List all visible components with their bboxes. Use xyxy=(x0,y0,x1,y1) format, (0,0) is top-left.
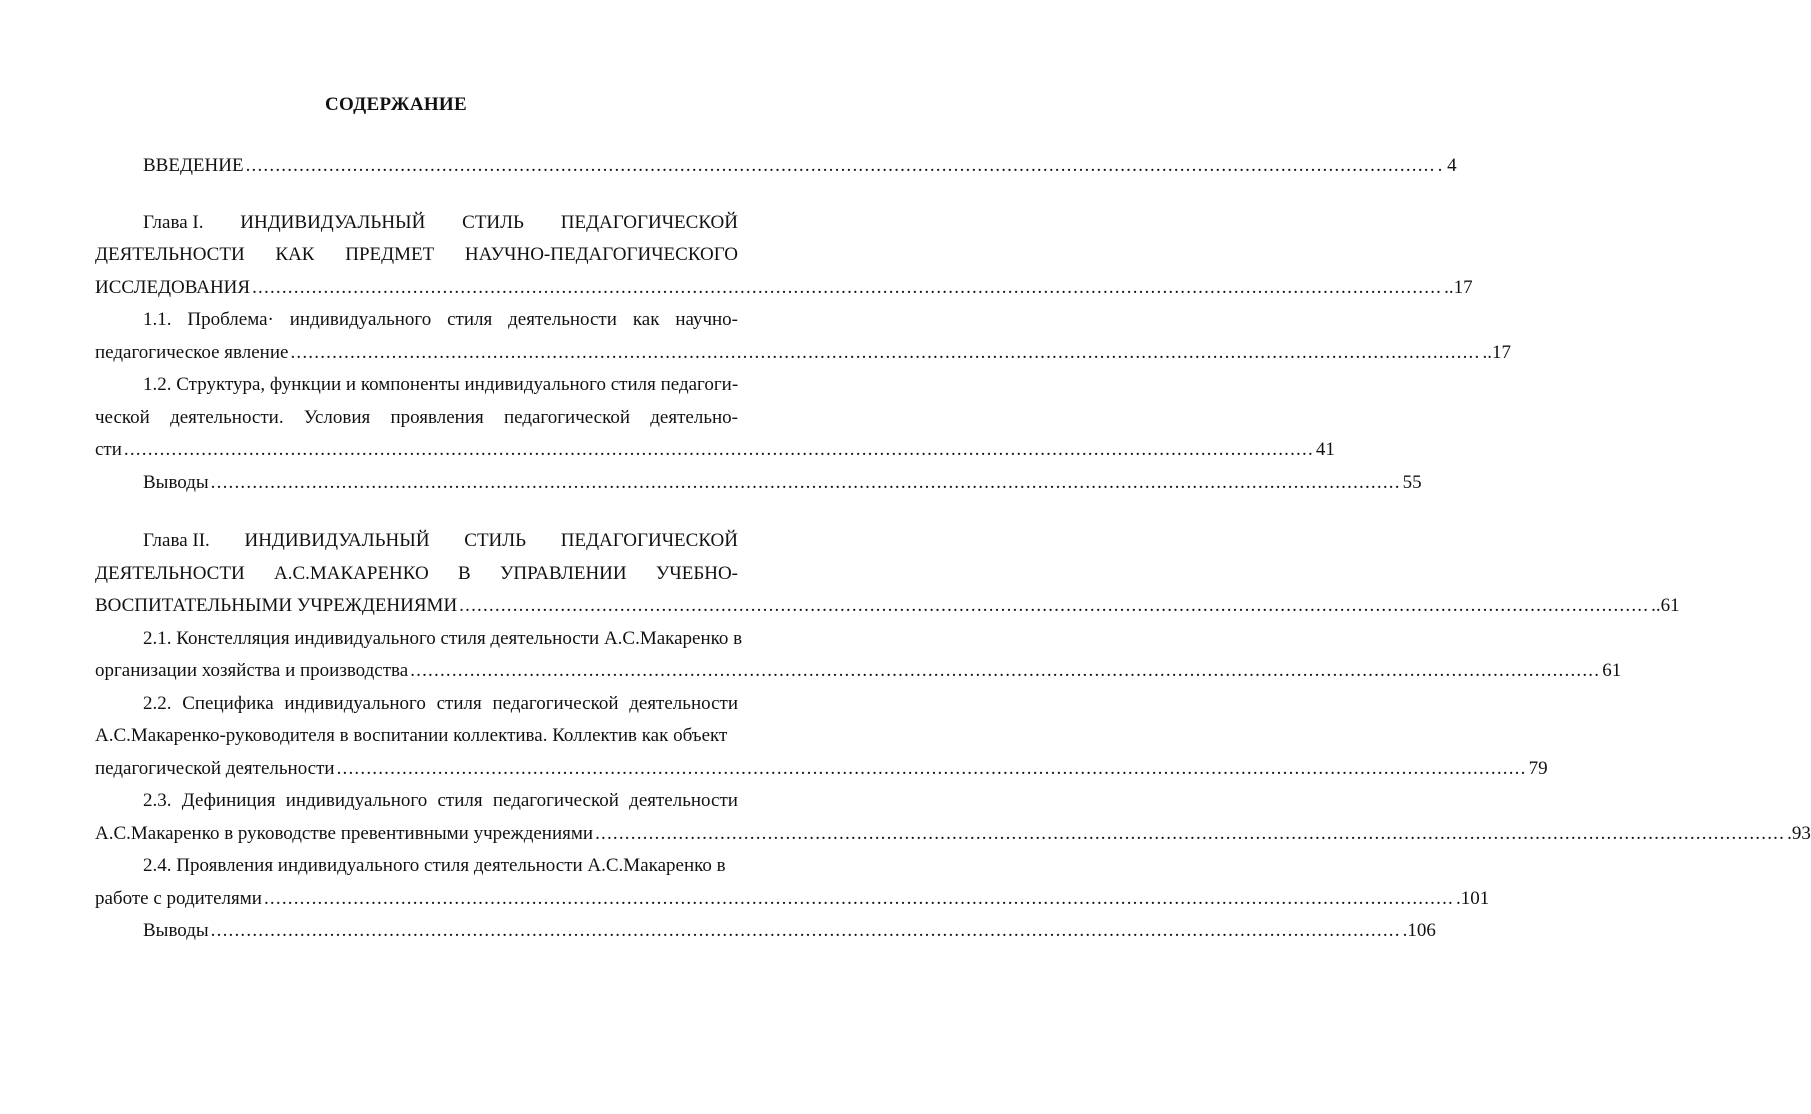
dot-leader: ........................................................................................................................................................................................................ xyxy=(210,920,1401,941)
dot-leader: ........................................................................................................................................................................................................ xyxy=(245,155,1436,176)
word: Глава II. xyxy=(143,530,210,551)
word: педагогической xyxy=(503,406,631,428)
toc-entry-label: сти xyxy=(95,439,122,460)
word: СТИЛЬ xyxy=(464,530,527,551)
page-title: СОДЕРЖАНИЕ xyxy=(325,94,467,115)
word: Условия xyxy=(303,406,371,428)
word: Проблема· xyxy=(187,309,274,330)
word: Специфика xyxy=(182,692,274,714)
toc-page-number: ..61 xyxy=(1651,595,1680,616)
word: Дефиниция xyxy=(181,790,276,811)
word: индивидуального xyxy=(285,790,428,811)
word: стиля xyxy=(437,790,483,811)
dot-leader: ........................................................................................................................................................................................................ xyxy=(459,595,1650,616)
dot-leader: ........................................................................................................................................................................................................ xyxy=(595,822,1786,844)
word: ДЕЯТЕЛЬНОСТИ xyxy=(95,244,245,265)
toc-page-number: 61 xyxy=(1602,660,1622,681)
word: ПЕДАГОГИЧЕСКОЙ xyxy=(560,211,738,233)
section-1-1-line1 xyxy=(95,304,738,337)
section-2-2-line3 xyxy=(95,753,1548,786)
toc-page-number: 55 xyxy=(1402,471,1422,493)
toc-page-number: .106 xyxy=(1402,920,1436,941)
word: СТИЛЬ xyxy=(462,211,524,233)
toc-page-number: . 4 xyxy=(1437,155,1457,176)
dot-leader: ........................................................................................................................................................................................................ xyxy=(123,439,1314,460)
word: ИНДИВИДУАЛЬНЫЙ xyxy=(240,211,426,233)
word: УПРАВЛЕНИИ xyxy=(499,562,627,584)
word: стиля xyxy=(436,692,482,714)
toc-entry-label: ИССЛЕДОВАНИЯ xyxy=(95,276,251,298)
toc-entry-label: Выводы xyxy=(143,920,209,941)
toc-entry-label: ВВЕДЕНИЕ xyxy=(143,155,244,176)
dot-leader: ........................................................................................................................................................................................................ xyxy=(290,341,1481,363)
word: ческой xyxy=(95,406,150,428)
word: А.С.МАКАРЕНКО xyxy=(273,562,429,584)
word: 2.3. xyxy=(143,790,172,811)
chapter1-heading-line1 xyxy=(95,207,738,240)
word: индивидуального xyxy=(284,692,426,714)
toc-page-number: .101 xyxy=(1455,887,1490,909)
table-of-contents xyxy=(95,150,1811,948)
toc-page-number: 79 xyxy=(1528,757,1548,779)
dot-leader: ........................................................................................................................................................................................................ xyxy=(210,471,1401,493)
word: 2.2. xyxy=(143,692,172,714)
word: педагогической xyxy=(492,692,619,714)
section-1-2-line3 xyxy=(95,434,1335,467)
toc-page-number: 41 xyxy=(1315,439,1335,460)
word: ПРЕДМЕТ xyxy=(345,244,435,265)
section-1-1-line2 xyxy=(95,337,1511,370)
toc-entry-label: организации хозяйства и производства xyxy=(95,660,409,681)
chapter1-heading-line3 xyxy=(95,272,1473,305)
word: деятельности. xyxy=(170,406,284,428)
toc-entry-label: Выводы xyxy=(143,471,209,493)
word: проявления xyxy=(390,406,484,428)
word: ПЕДАГОГИЧЕСКОЙ xyxy=(560,530,738,551)
toc-page-number: .93 xyxy=(1787,822,1811,844)
word: деятельности xyxy=(629,692,738,714)
section-2-4-line1: 2.4. Проявления индивидуального стиля деятельности А.С.Макаренко в xyxy=(143,855,726,876)
toc-entry-intro xyxy=(95,150,1457,183)
dot-leader: ........................................................................................................................................................................................................ xyxy=(252,276,1443,298)
word: Глава I. xyxy=(143,211,204,233)
section-2-1-line1: 2.1. Констелляция индивидуального стиля деятельности А.С.Макаренко в xyxy=(143,627,743,649)
toc-entry-label: педагогическое явление xyxy=(95,341,289,363)
toc-entry-label: педагогической деятельности xyxy=(95,757,335,779)
chapter2-conclusions xyxy=(95,915,1436,948)
word: НАУЧНО-ПЕДАГОГИЧЕСКОГО xyxy=(464,244,738,265)
section-1-2-line1: 1.2. Структура, функции и компоненты индивидуального стиля педагоги- xyxy=(143,374,739,395)
word: УЧЕБНО- xyxy=(655,562,738,584)
section-2-3-line1 xyxy=(95,785,738,818)
section-2-2-line2: А.С.Макаренко-руководителя в воспитании коллектива. Коллектив как объект xyxy=(95,725,728,746)
word: деятельности xyxy=(508,309,617,330)
chapter1-heading-line2 xyxy=(95,239,738,272)
dot-leader: ........................................................................................................................................................................................................ xyxy=(263,887,1454,909)
section-2-3-line2 xyxy=(95,818,1811,851)
chapter1-conclusions xyxy=(95,467,1422,500)
section-2-4-line2 xyxy=(95,883,1490,916)
chapter2-heading-line3 xyxy=(95,590,1680,623)
word: научно- xyxy=(675,309,738,330)
toc-entry-label: ВОСПИТАТЕЛЬНЫМИ УЧРЕЖДЕНИЯМИ xyxy=(95,595,458,616)
word: индивидуального xyxy=(289,309,432,330)
toc-page-number: ..17 xyxy=(1444,276,1473,298)
word: КАК xyxy=(275,244,315,265)
dot-leader: ........................................................................................................................................................................................................ xyxy=(410,660,1601,681)
word: стиля xyxy=(447,309,493,330)
word: ДЕЯТЕЛЬНОСТИ xyxy=(95,562,245,584)
word: деятельности xyxy=(629,790,738,811)
word: педагогической xyxy=(492,790,619,811)
word: В xyxy=(457,562,471,584)
toc-entry-label: работе с родителями xyxy=(95,887,262,909)
chapter2-heading-line1 xyxy=(95,525,738,558)
word: деятельно- xyxy=(650,406,738,428)
toc-entry-label: А.С.Макаренко в руководстве превентивными учреждениями xyxy=(95,822,594,844)
word: 1.1. xyxy=(143,309,172,330)
toc-page-number: ..17 xyxy=(1482,341,1511,363)
section-2-1-line2 xyxy=(95,655,1622,688)
word: как xyxy=(632,309,660,330)
dot-leader: ........................................................................................................................................................................................................ xyxy=(336,757,1527,779)
section-1-2-line2 xyxy=(95,402,738,435)
chapter2-heading-line2 xyxy=(95,558,738,591)
word: ИНДИВИДУАЛЬНЫЙ xyxy=(244,530,430,551)
section-2-2-line1 xyxy=(95,688,738,721)
